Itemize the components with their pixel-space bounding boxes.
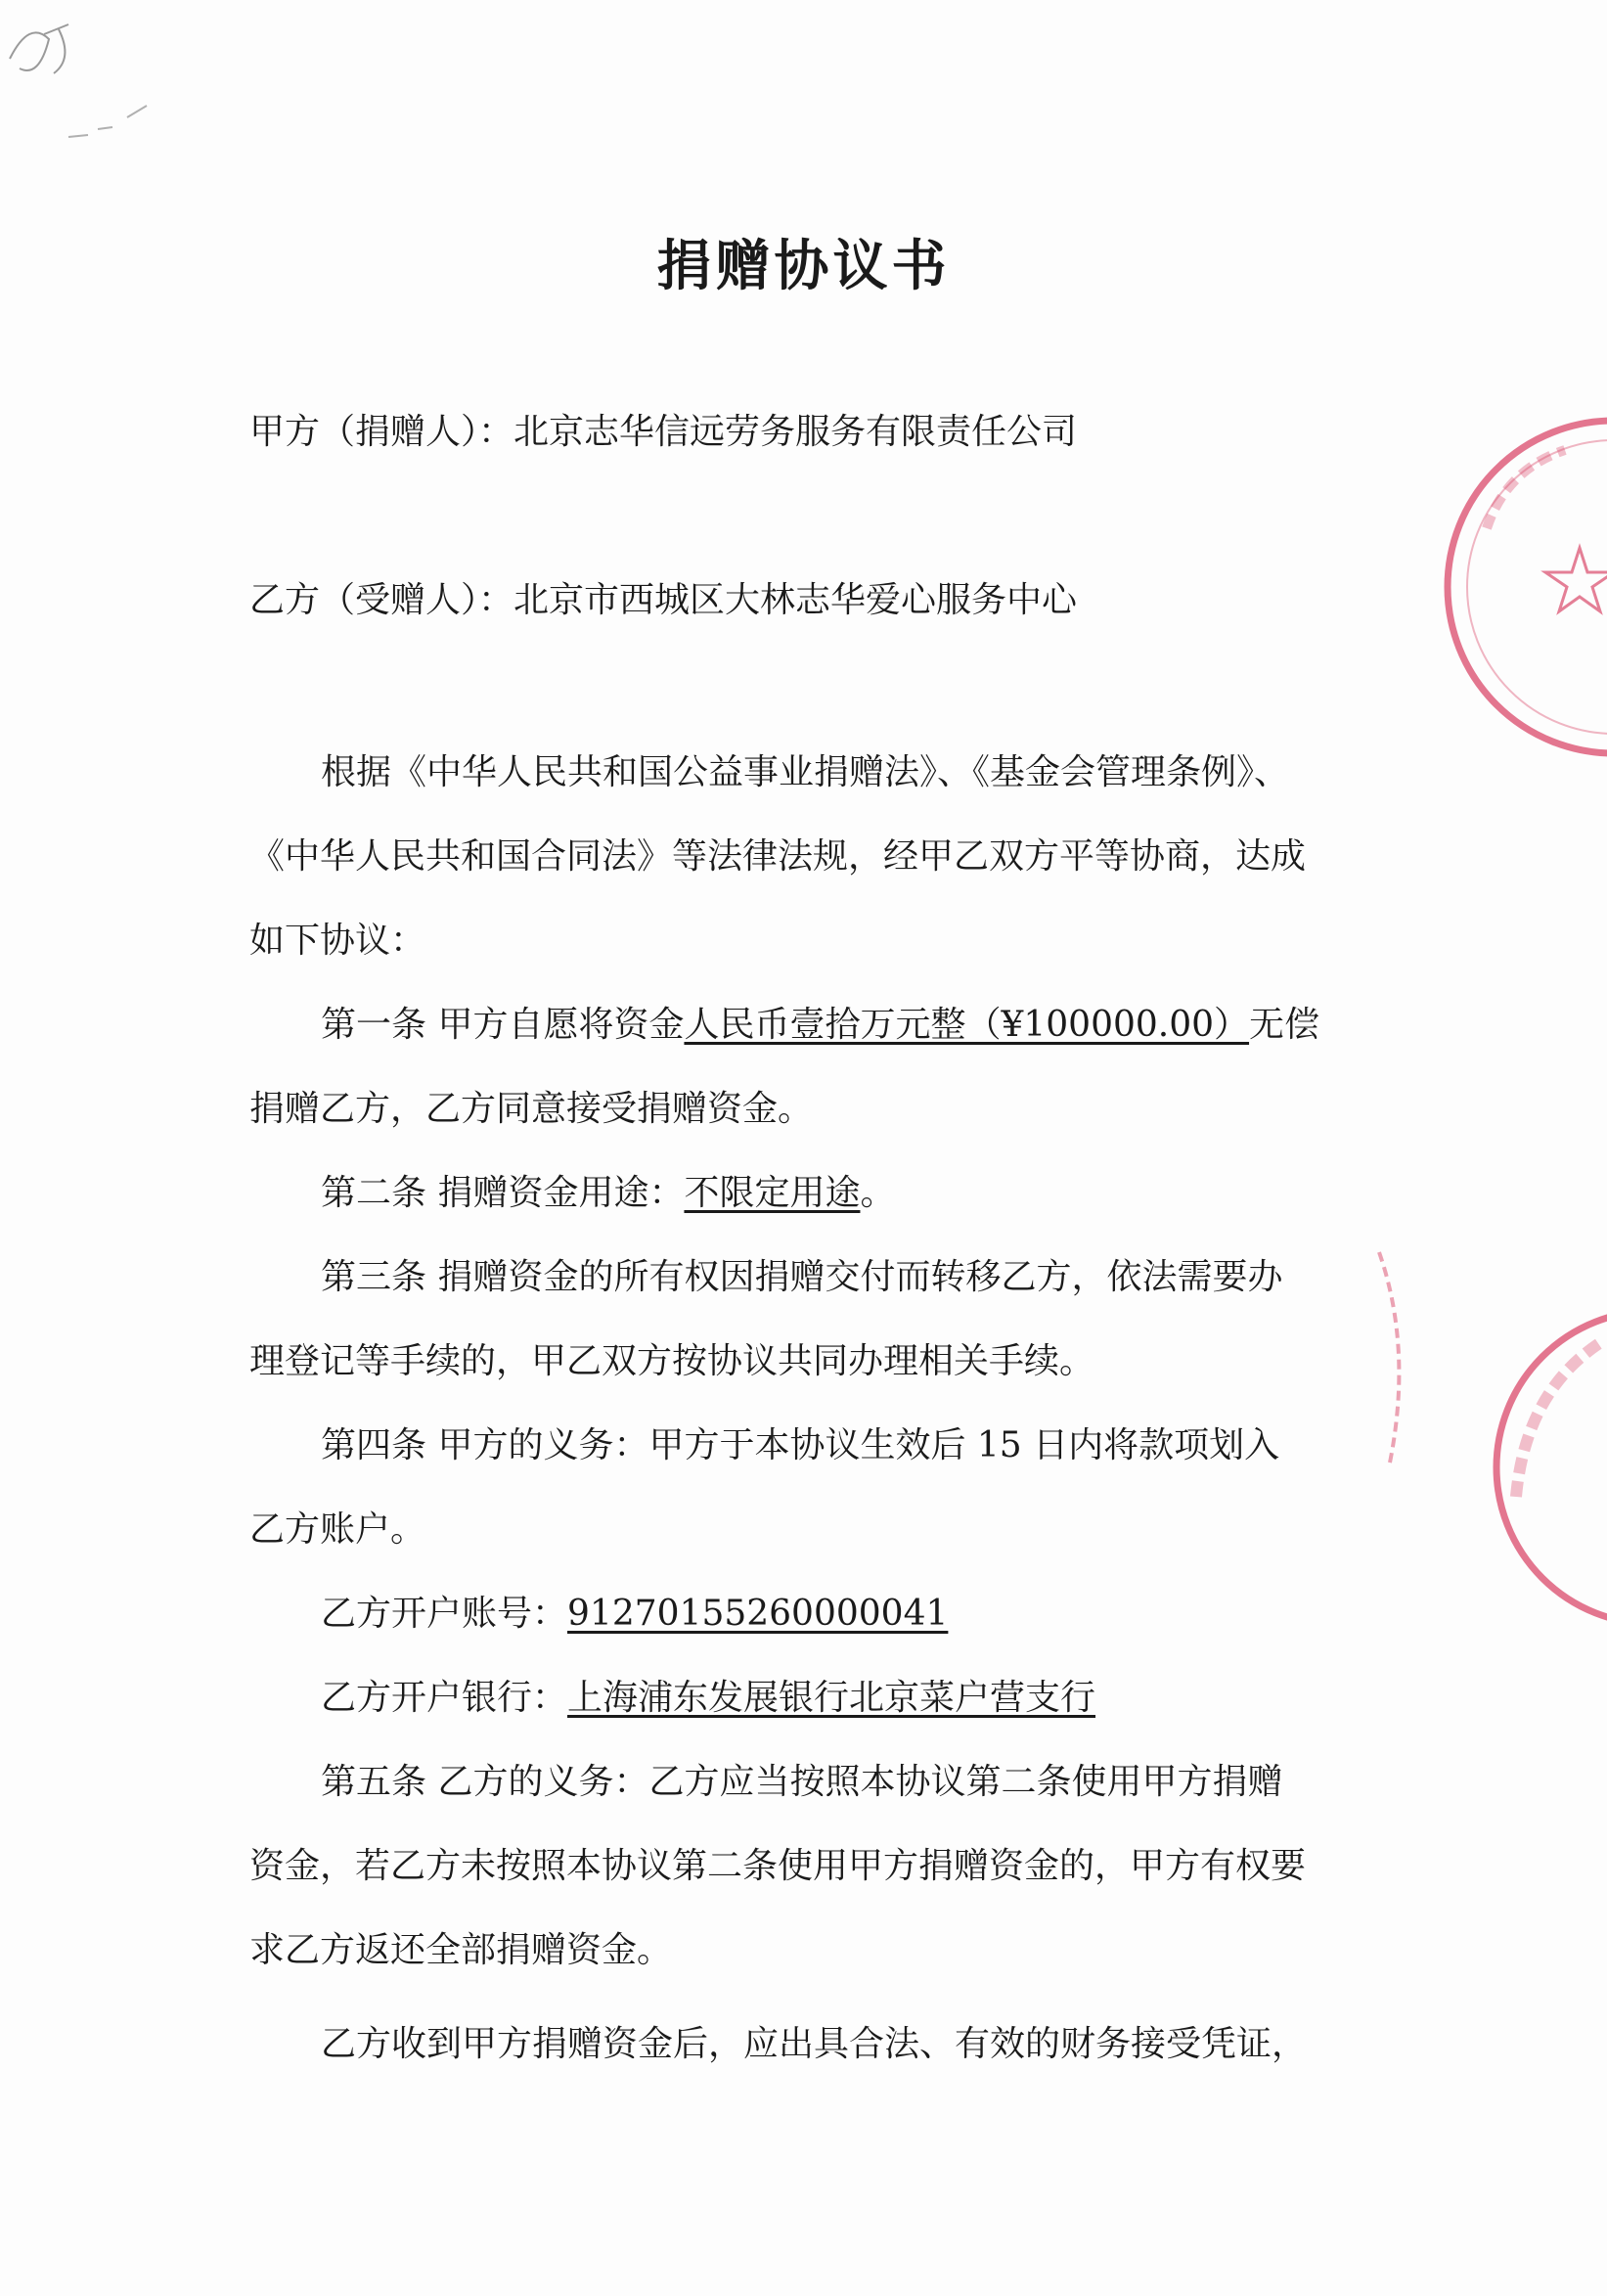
bank-line [321, 1678, 1096, 1718]
party-a-label: 甲方（捐赠人）： [249, 412, 514, 452]
party-a-name: 北京志华信远劳务服务有限责任公司 [513, 412, 1078, 452]
bank-label: 乙方开户银行： [321, 1678, 568, 1718]
article-2-suffix: 。 [860, 1173, 896, 1213]
party-b [249, 580, 1078, 620]
seam-seal-edge [1369, 1242, 1428, 1477]
company-seal-partial [1399, 411, 1607, 783]
preamble-line-1: 根据《中华人民共和国公益事业捐赠法》、《基金会管理条例》、 [321, 752, 1290, 792]
article-2-prefix: 第二条 捐赠资金用途： [321, 1173, 685, 1213]
account-label: 乙方开户账号： [321, 1594, 568, 1634]
account-line [321, 1594, 949, 1634]
article-1-suffix: 无偿 [1249, 1005, 1320, 1045]
preamble-line-3: 如下协议： [249, 921, 426, 961]
article-5-line-2: 资金，若乙方未按照本协议第二条使用甲方捐赠资金的，甲方有权要 [249, 1846, 1307, 1886]
article-4-line-2: 乙方账户。 [249, 1509, 426, 1550]
party-b-name: 北京市西城区大林志华爱心服务中心 [513, 580, 1078, 620]
article-5-line-3: 求乙方返还全部捐赠资金。 [249, 1930, 673, 1970]
handwritten-mark [0, 0, 196, 157]
article-1-prefix: 第一条 甲方自愿将资金 [321, 1005, 685, 1045]
article-1-line-1 [321, 1005, 1320, 1045]
donation-amount: 人民币壹拾万元整（¥100000.00） [684, 1005, 1250, 1045]
donation-purpose: 不限定用途 [684, 1173, 861, 1213]
preamble-line-2: 《中华人民共和国合同法》等法律法规，经甲乙双方平等协商，达成 [249, 836, 1307, 877]
account-number: 91270155260000041 [567, 1594, 949, 1634]
receipt-line: 乙方收到甲方捐赠资金后，应出具合法、有效的财务接受凭证， [321, 2024, 1308, 2064]
article-4-line-1: 第四条 甲方的义务：甲方于本协议生效后 15 日内将款项划入 [321, 1425, 1280, 1465]
party-b-label: 乙方（受赠人）： [249, 580, 514, 620]
bank-name: 上海浦东发展银行北京菜户营支行 [567, 1678, 1096, 1718]
article-3-line-1: 第三条 捐赠资金的所有权因捐赠交付而转移乙方，依法需要办 [321, 1257, 1283, 1297]
article-3-line-2: 理登记等手续的，甲乙双方按协议共同办理相关手续。 [249, 1341, 1095, 1381]
article-1-line-2: 捐赠乙方，乙方同意接受捐赠资金。 [249, 1089, 814, 1129]
document-title: 捐赠协议书 [656, 234, 951, 298]
article-5-line-1: 第五条 乙方的义务：乙方应当按照本协议第二条使用甲方捐赠 [321, 1762, 1283, 1802]
party-a [249, 412, 1078, 452]
organization-seal-partial [1467, 1301, 1607, 1634]
article-2 [321, 1173, 896, 1213]
